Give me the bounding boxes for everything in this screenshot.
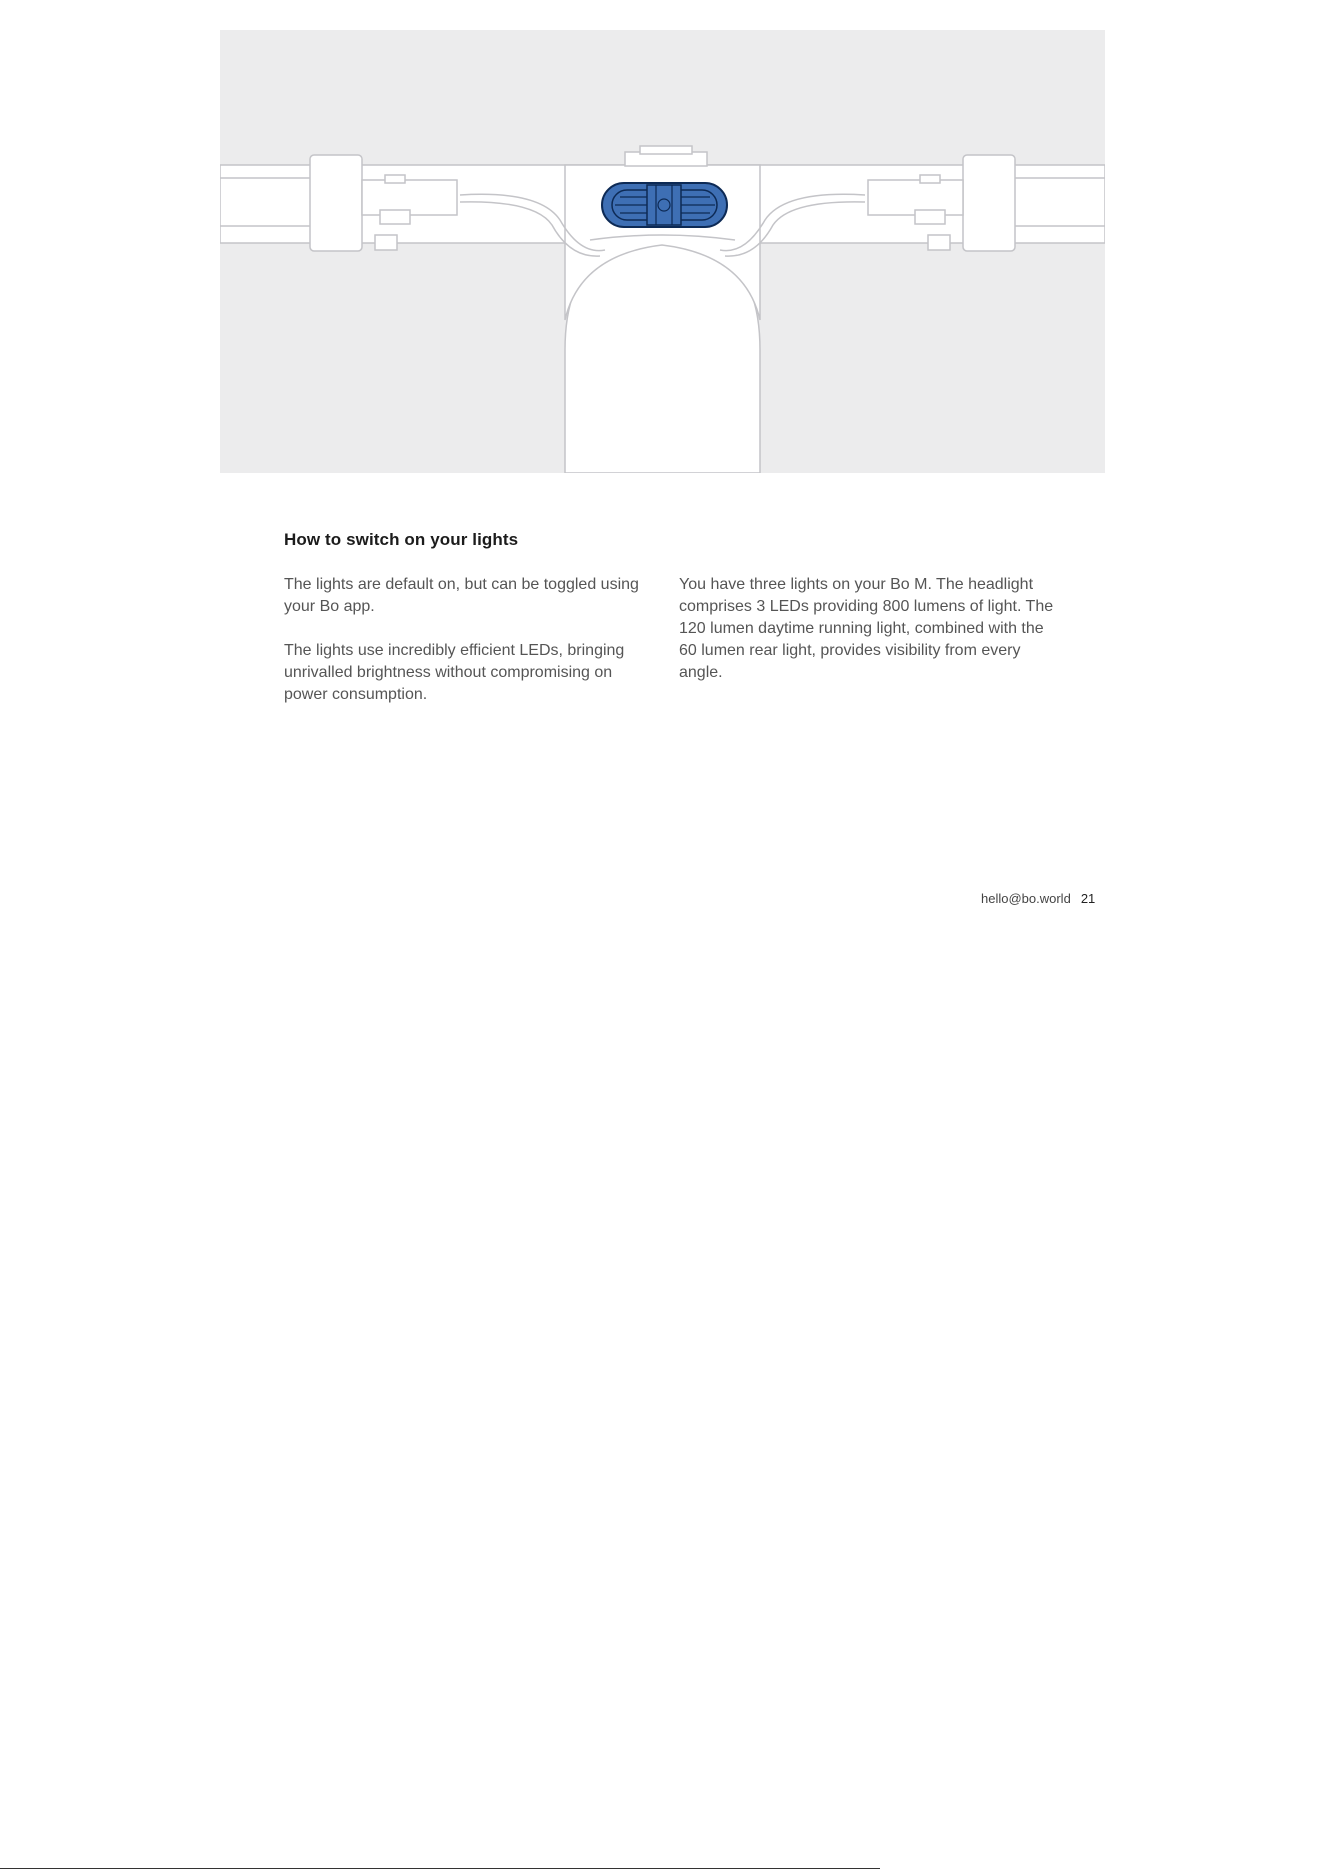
left-column bbox=[284, 574, 654, 728]
page-number: 21 bbox=[1080, 891, 1096, 906]
stem-column bbox=[565, 238, 760, 473]
page-footer bbox=[981, 891, 1095, 906]
handlebar-illustration bbox=[220, 30, 1105, 473]
bottom-rule bbox=[0, 1868, 880, 1869]
section-heading: How to switch on your lights bbox=[284, 530, 519, 549]
right-brake-lever bbox=[963, 155, 1015, 251]
left-brake-lever bbox=[310, 155, 362, 251]
paragraph: The lights use incredibly efficient LEDs, bringing unrivalled brightness without compromising on power consumption. bbox=[284, 642, 625, 703]
paragraph: The lights are default on, but can be toggled using your Bo app. bbox=[284, 576, 639, 615]
handlebar-diagram bbox=[220, 30, 1105, 473]
footer-email: hello@bo.world bbox=[981, 891, 1071, 906]
paragraph: You have three lights on your Bo M. The headlight comprises 3 LEDs providing 800 lumens of light. The 120 lumen daytime running light, combined with the 60 lumen rear light, provides visibility from every angle. bbox=[679, 576, 1054, 681]
right-column bbox=[679, 574, 1059, 706]
light-switch-highlight bbox=[602, 183, 727, 227]
